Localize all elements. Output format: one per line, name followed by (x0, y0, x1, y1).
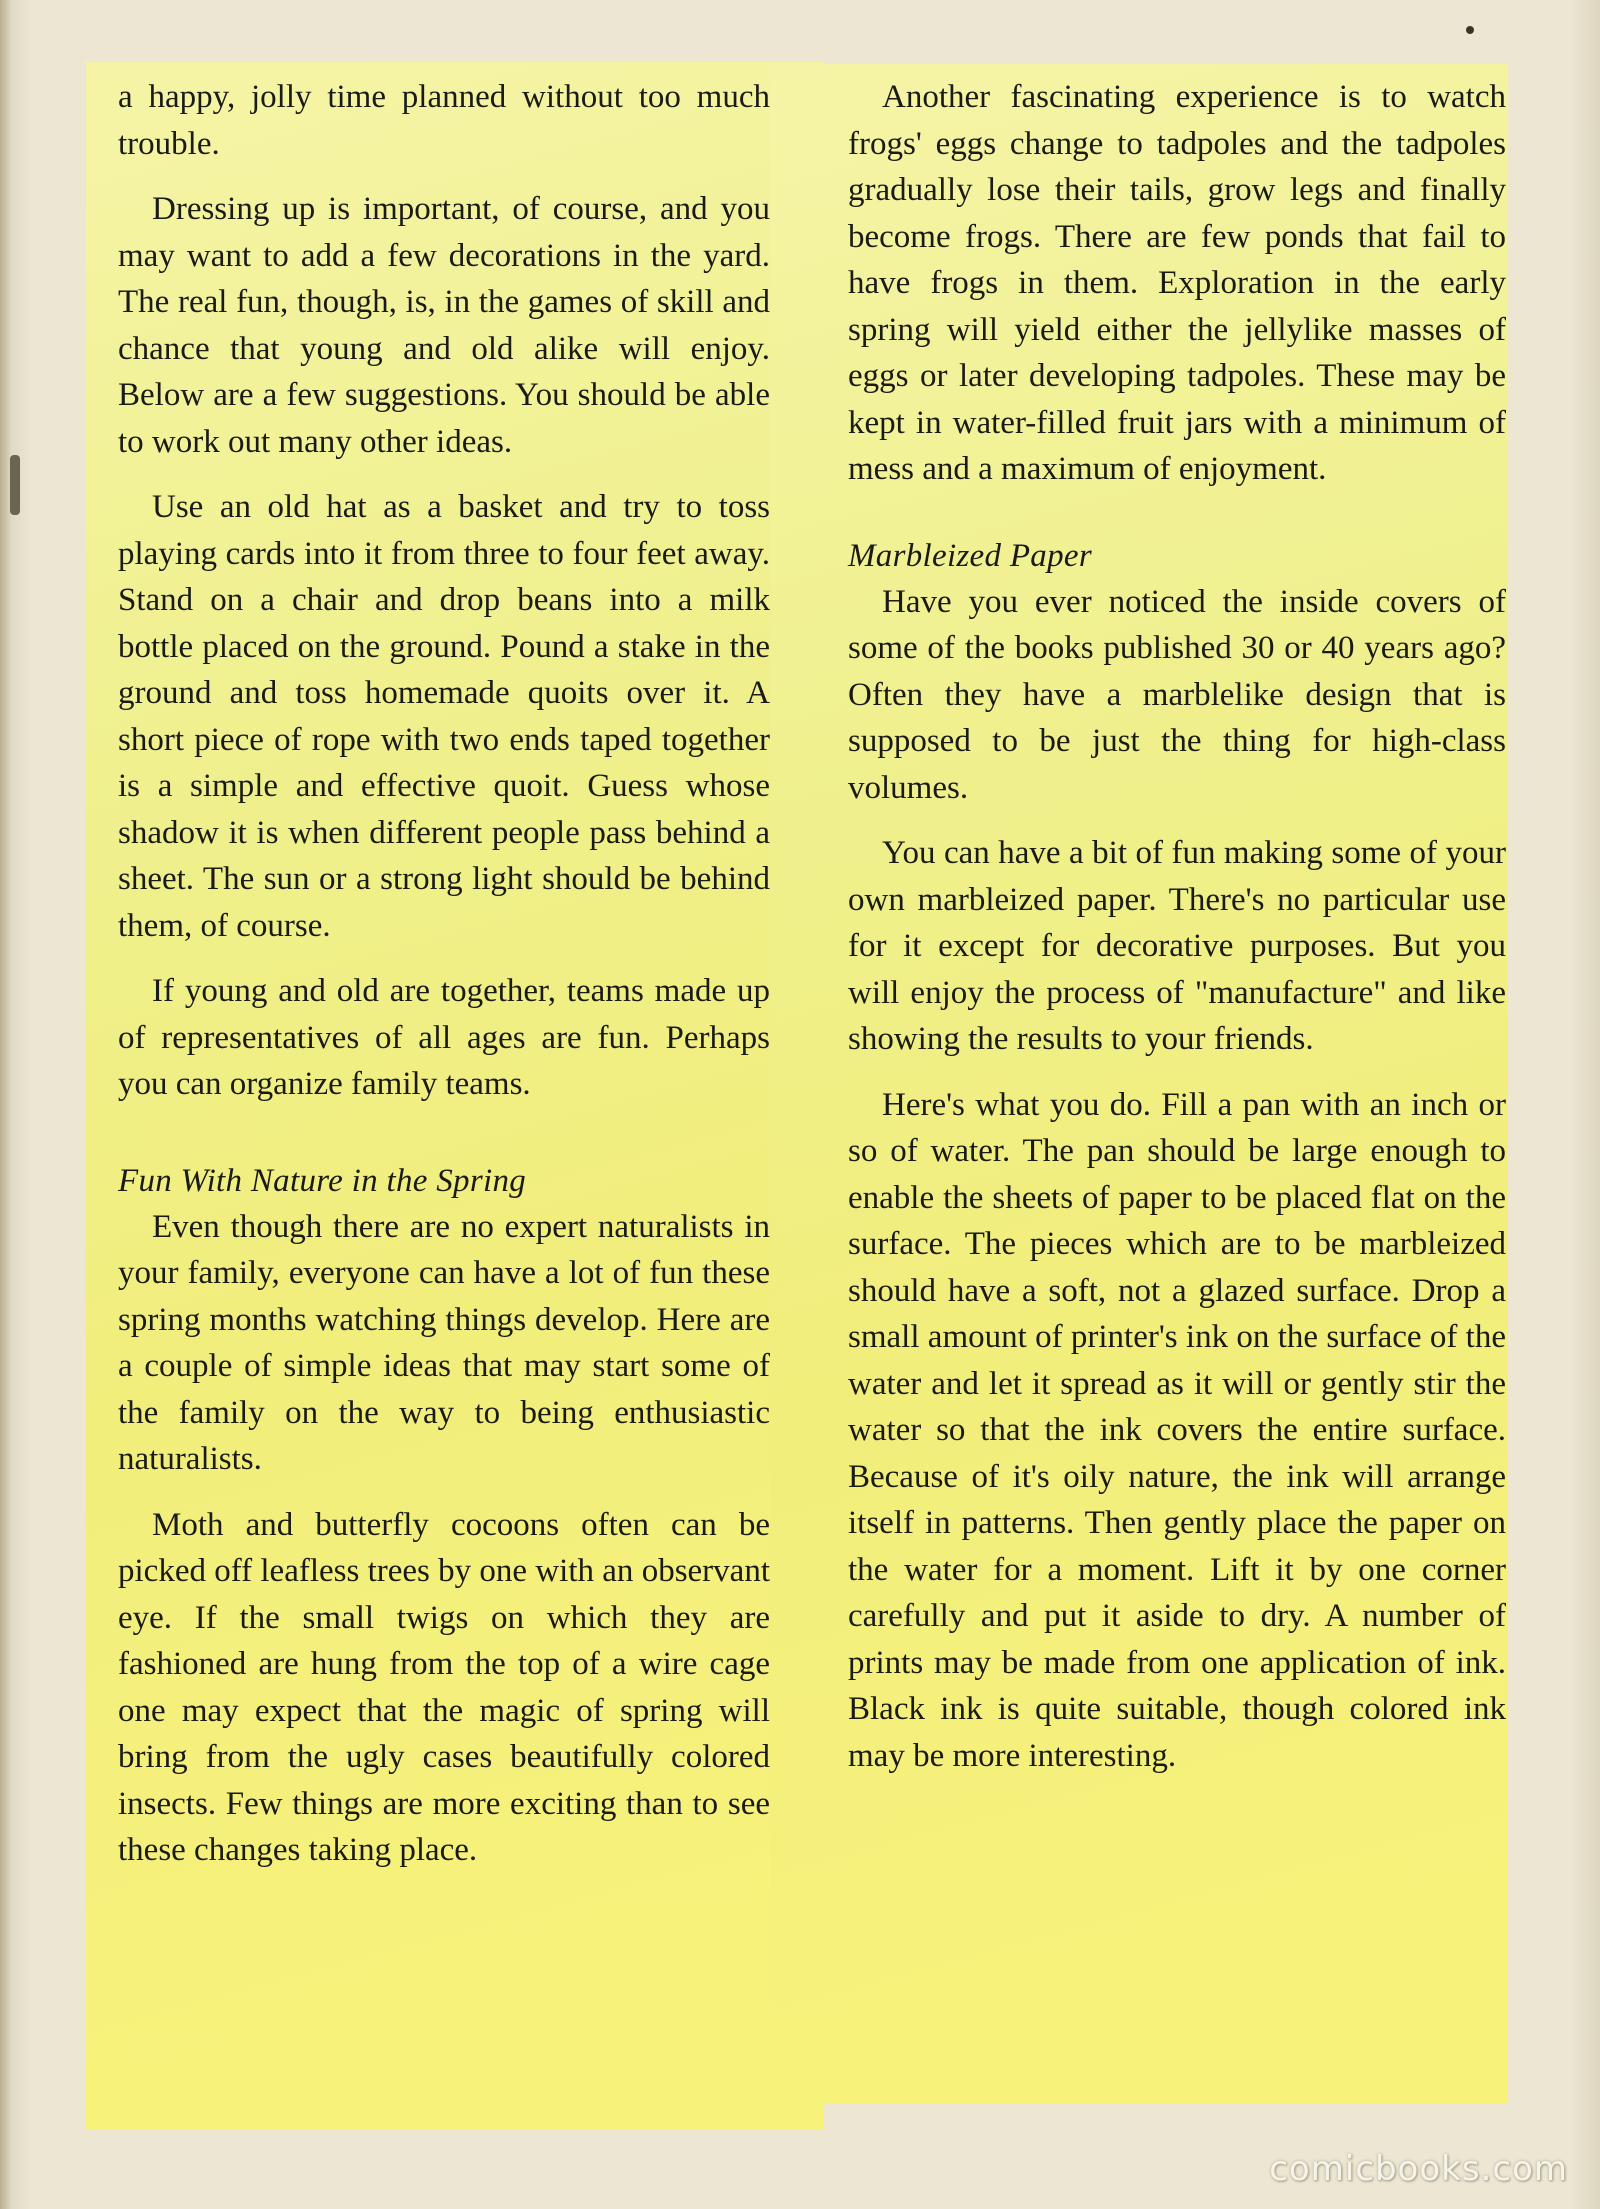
section-heading-nature: Fun With Nature in the Spring (118, 1162, 527, 1199)
print-speck (1466, 26, 1474, 34)
left-paragraph-2: Dressing up is important, of course, and you may want to add a few decorations in the yard. The real fun, though, is, in the games of skill and chance that young and old alike will enjoy. Below are a few suggestions. You should be able to work out many other ideas. (118, 191, 770, 460)
section-heading-marbleized: Marbleized Paper (848, 537, 1093, 574)
watermark-text: comicbooks.com (1269, 2149, 1568, 2189)
left-paragraph-6: Moth and butterfly cocoons often can be picked off leafless trees by one with an observant eye. If the small twigs on which they are fashioned are hung from the top of a wire cage one may expect that the magic of spring will bring from the ugly cases beautifully colored insects. Few things are more exciting than to see these changes taking place. (118, 1506, 770, 1868)
right-paragraph-3: You can have a bit of fun making some of your own marbleized paper. There's no particular use for it except for decorative purposes. But you will enjoy the process of "manufacture" and like showing the results to your friends. (848, 835, 1506, 1057)
binding-tear (10, 455, 20, 515)
right-paragraph-1: Another fascinating experience is to watch frogs' eggs change to tadpoles and the tadpoles gradually lose their tails, grow legs and finally become frogs. There are few ponds that fail to have frogs in them. Exploration in the early spring will yield either the jellylike masses of eggs or later developing tadpoles. These may be kept in water-filled fruit jars with a minimum of mess and a maximum of enjoyment. (848, 79, 1506, 487)
right-paragraph-2: Have you ever noticed the inside covers of some of the books published 30 or 40 years ago? Often they have a marblelike design that is supposed to be just the thing for high-class volumes. (848, 583, 1506, 806)
right-paragraph-4: Here's what you do. Fill a pan with an inch or so of water. The pan should be large enough to enable the sheets of paper to be placed flat on the surface. The pieces which are to be marbleized should have a soft, not a glazed surface. Drop a small amount of printer's ink on the surface of the water and let it spread as it will or gently stir the water so that the ink covers the entire surface. Because of it's oily nature, the ink will arrange itself in patterns. Then gently place the paper on the water for a moment. Lift it by one corner carefully and put it aside to dry. A number of prints may be made from one application of ink. Black ink is quite suitable, though colored ink may be more interesting. (848, 1086, 1506, 1774)
left-paragraph-3: Use an old hat as a basket and try to toss playing cards into it from three to four feet away. Stand on a chair and drop beans into a milk bottle placed on the ground. Pound a stake in the ground and toss homemade quoits over it. A short piece of rope with two ends taped together is a simple and effective quoit. Guess whose shadow it is when different people pass behind a sheet. The sun or a strong light should be behind them, of course. (118, 489, 770, 944)
left-paragraph-5: Even though there are no expert naturalists in your family, everyone can have a lot of fun these spring months watching things develop. Here are a couple of simple ideas that may start some of the family on the way to being enthusiastic naturalists. (118, 1208, 770, 1477)
left-paragraph-4: If young and old are together, teams made up of representatives of all ages are fun. Perhaps you can organize family teams. (118, 973, 770, 1102)
page-binding-edge (0, 0, 12, 2209)
left-column (118, 74, 770, 1893)
left-paragraph-1: a happy, jolly time planned without too much trouble. (118, 79, 770, 162)
right-column (848, 74, 1506, 1798)
